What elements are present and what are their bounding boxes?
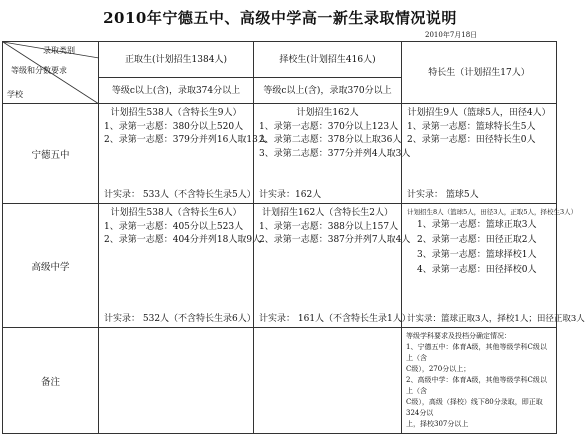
admission-line: 2、录第一志愿：404分并列18人取9人 — [104, 235, 262, 245]
document-date: 2010年7月18日 — [425, 31, 478, 39]
column-header-techang: 特长生（计划招生17人） — [402, 42, 557, 104]
admission-line: 1、录第一志愿：388分以上157人 — [259, 221, 399, 232]
corner-label-category: 录取类别 — [43, 46, 75, 55]
remark-line: 1、宁德五中：体育A级，其他等级学科C级以上（含 — [406, 343, 547, 362]
actual-text: 计实录： 533人（不含特长生录5人） — [104, 190, 256, 200]
admission-line: 2、录第一志愿：387分并列7人取4人 — [259, 235, 411, 245]
admission-line: 1、录第一志愿：篮球正取3人 — [417, 220, 537, 230]
admission-line: 3、录第一志愿：篮球择校1人 — [417, 250, 537, 260]
actual-text: 计实录： 532人（不含特长生录6人） — [104, 314, 256, 324]
plan-text: 计划招生8人（篮球5人，田径3人，正取5人，择校生3人） — [407, 208, 578, 216]
zhengqu-cell — [99, 104, 267, 204]
zexiao-cell — [254, 204, 411, 328]
actual-text: 计实录：篮球正取3人，择校1人；田径正取3人 — [407, 314, 585, 324]
corner-label-grade: 等级和分数要求 — [11, 66, 67, 75]
plan-text: 计划招生162人 — [296, 108, 359, 118]
remarks-cell — [402, 328, 557, 434]
plan-text: 计划招生162人（含特长生2人） — [262, 208, 393, 218]
admission-line: 1、录第一志愿：370分以上123人 — [259, 121, 399, 132]
admission-table — [2, 41, 585, 434]
remark-line: 2、高级中学：体育A级，其他等级学科C级以上（含 — [406, 376, 547, 395]
admission-line: 2、录第一志愿：田径特长生0人 — [407, 135, 536, 145]
page-title: 2010年宁德五中、高级中学高一新生录取情况说明 — [103, 9, 457, 27]
corner-header-cell — [3, 42, 99, 104]
admission-line: 1、录第一志愿：380分以上520人 — [104, 121, 244, 132]
plan-text: 计划招生538人（含特长生9人） — [110, 108, 242, 118]
admission-line: 2、录第二志愿：378分以上取36人 — [259, 135, 402, 145]
plan-text: 计划招生9人（篮球5人，田径4人） — [407, 108, 551, 118]
admission-line: 4、录第一志愿：田径择校0人 — [417, 265, 537, 275]
remark-line: C级），270分以上； — [406, 365, 471, 373]
zexiao-cell — [254, 104, 411, 204]
requirement-zhengqu: 等级c以上(含)，录取374分以上 — [99, 78, 254, 104]
actual-text: 计实录： 篮球5人 — [407, 190, 479, 200]
admission-line: 3、录第二志愿：377分并列4人取3人 — [259, 148, 411, 159]
remarks-label-cell: 备注 — [3, 328, 99, 434]
remark-line: 上，择校307分以上 — [406, 420, 469, 428]
column-header-zexiao: 择校生(计划招生416人) — [254, 42, 402, 78]
column-header-zhengqu: 正取生(计划招生1384人) — [99, 42, 254, 78]
techang-cell — [402, 204, 585, 328]
actual-text: 计实录： 161人（不含特长生录1人） — [259, 314, 411, 324]
corner-label-school: 学校 — [7, 90, 23, 99]
plan-text: 计划招生538人（含特长生6人） — [110, 208, 242, 218]
admission-line: 2、录第一志愿：田径正取2人 — [417, 235, 537, 245]
school-name-cell: 高级中学 — [3, 204, 99, 328]
actual-text: 计实录：162人 — [259, 190, 322, 200]
admission-line: 2、录第一志愿：379分并列16人取13人 — [104, 135, 267, 145]
techang-cell — [402, 104, 557, 204]
admission-line: 1、录第一志愿：405分以上523人 — [104, 221, 244, 232]
zhengqu-cell — [99, 204, 262, 328]
remarks-empty-cell — [99, 328, 254, 434]
requirement-zexiao: 等级c以上(含)，录取370分以上 — [254, 78, 402, 104]
school-name-cell: 宁德五中 — [3, 104, 99, 204]
remark-line: C级），高级（择校）线下80分录取，即正取324分以 — [406, 398, 543, 417]
admission-line: 1、录第一志愿：篮球特长生5人 — [407, 121, 536, 132]
remarks-empty-cell — [254, 328, 402, 434]
remark-line: 等级学科要求及投档分确定情况： — [406, 332, 511, 340]
